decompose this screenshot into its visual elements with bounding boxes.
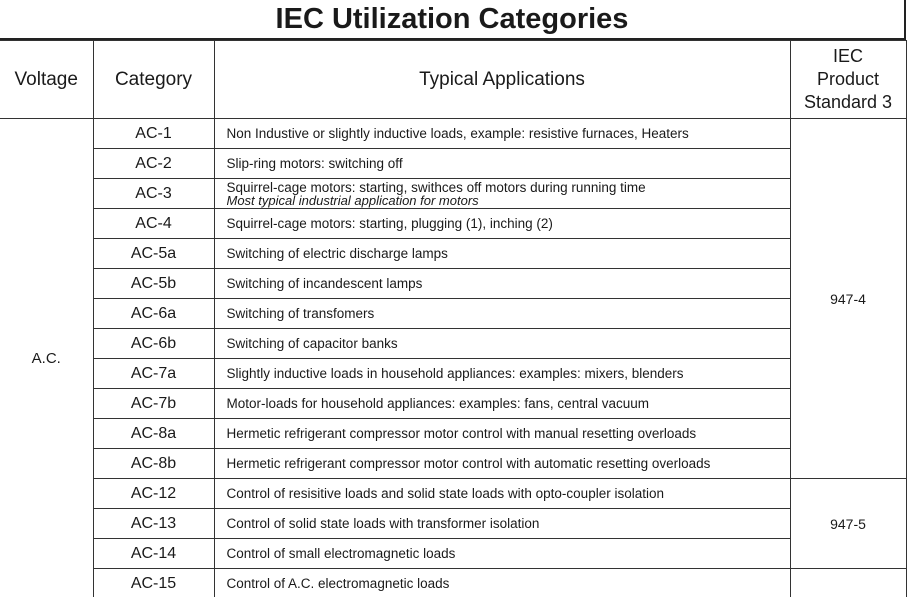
- category-cell: AC-6b: [93, 329, 214, 359]
- table-row: [0, 149, 906, 179]
- category-cell: AC-6a: [93, 299, 214, 329]
- table-header-row: [0, 41, 906, 119]
- standard-cell-947-4: 947-4: [790, 119, 906, 479]
- table-row: [0, 479, 906, 509]
- category-cell: AC-3: [93, 179, 214, 209]
- category-cell: AC-5a: [93, 239, 214, 269]
- column-header-category: Category: [93, 41, 214, 119]
- category-cell: AC-5b: [93, 269, 214, 299]
- application-text: Squirrel-cage motors: starting, swithces off motors during running time: [226, 180, 646, 195]
- table-row: [0, 119, 906, 149]
- application-cell: Hermetic refrigerant compressor motor control with manual resetting overloads: [214, 419, 790, 449]
- application-cell: Switching of capacitor banks: [214, 329, 790, 359]
- application-cell: Control of A.C. electromagnetic loads: [214, 569, 790, 597]
- application-cell: Control of resisitive loads and solid state loads with opto-coupler isolation: [214, 479, 790, 509]
- category-cell: AC-14: [93, 539, 214, 569]
- category-cell: AC-15: [93, 569, 214, 597]
- table-row: [0, 509, 906, 539]
- column-header-standard-line3: Standard 3: [803, 92, 893, 112]
- category-cell: AC-8a: [93, 419, 214, 449]
- table-row: [0, 419, 906, 449]
- application-cell: Slip-ring motors: switching off: [214, 149, 790, 179]
- category-cell: AC-12: [93, 479, 214, 509]
- table-row: [0, 269, 906, 299]
- application-note: Most typical industrial application for motors: [226, 193, 479, 208]
- table-row: [0, 539, 906, 569]
- table-row: [0, 209, 906, 239]
- table-row: [0, 329, 906, 359]
- application-cell: [214, 179, 790, 209]
- table-row: [0, 359, 906, 389]
- standard-cell-empty: [790, 569, 906, 597]
- column-header-standard-line1: IEC: [832, 46, 863, 66]
- application-cell: Control of solid state loads with transformer isolation: [214, 509, 790, 539]
- table-row: [0, 239, 906, 269]
- application-cell: Switching of transfomers: [214, 299, 790, 329]
- table-row: [0, 299, 906, 329]
- column-header-standard-line2: Product: [816, 69, 880, 89]
- category-cell: AC-2: [93, 149, 214, 179]
- category-cell: AC-4: [93, 209, 214, 239]
- application-cell: Switching of electric discharge lamps: [214, 239, 790, 269]
- application-cell: Control of small electromagnetic loads: [214, 539, 790, 569]
- column-header-standard: [790, 41, 906, 119]
- table-row: [0, 449, 906, 479]
- application-cell: Motor-loads for household appliances: examples: fans, central vacuum: [214, 389, 790, 419]
- column-header-voltage: Voltage: [0, 41, 93, 119]
- table-row: [0, 389, 906, 419]
- application-cell: Hermetic refrigerant compressor motor control with automatic resetting overloads: [214, 449, 790, 479]
- application-cell: Switching of incandescent lamps: [214, 269, 790, 299]
- application-cell: Slightly inductive loads in household appliances: examples: mixers, blenders: [214, 359, 790, 389]
- voltage-cell: A.C.: [0, 119, 93, 597]
- standard-cell-947-5: 947-5: [790, 479, 906, 569]
- application-cell: Squirrel-cage motors: starting, plugging (1), inching (2): [214, 209, 790, 239]
- category-cell: AC-1: [93, 119, 214, 149]
- column-header-applications: Typical Applications: [214, 41, 790, 119]
- category-cell: AC-8b: [93, 449, 214, 479]
- page-title: IEC Utilization Categories: [0, 0, 906, 40]
- utilization-categories-table: [0, 40, 907, 597]
- table-row: [0, 179, 906, 209]
- category-cell: AC-7a: [93, 359, 214, 389]
- category-cell: AC-7b: [93, 389, 214, 419]
- category-cell: AC-13: [93, 509, 214, 539]
- application-cell: Non Industive or slightly inductive loads, example: resistive furnaces, Heaters: [214, 119, 790, 149]
- table-row: [0, 569, 906, 597]
